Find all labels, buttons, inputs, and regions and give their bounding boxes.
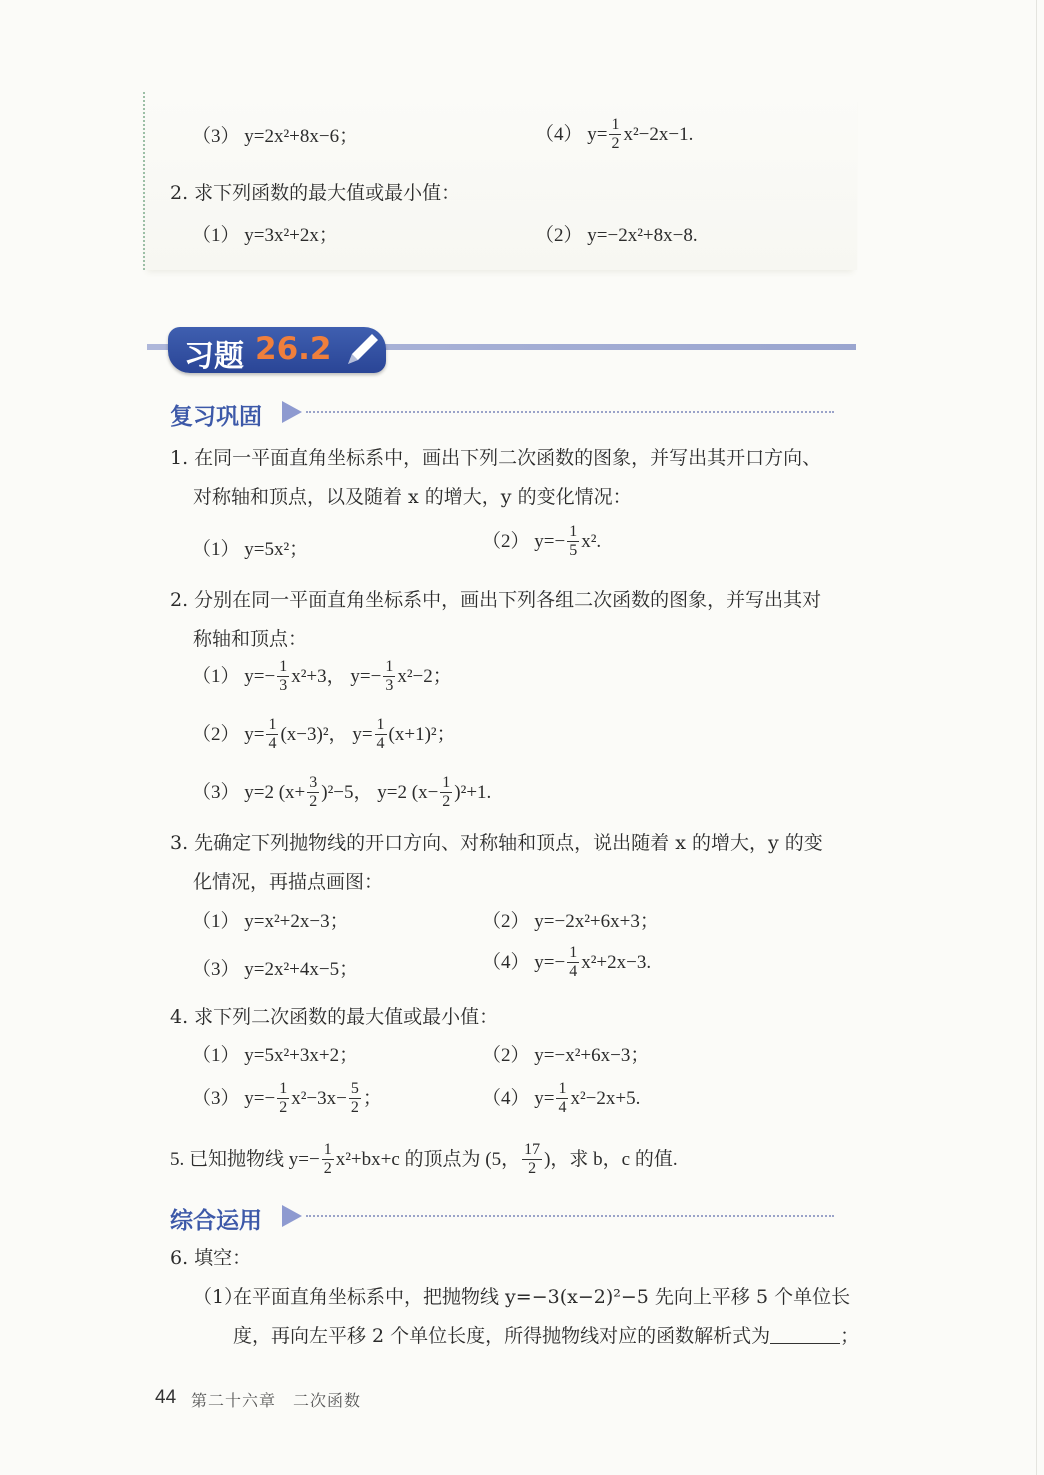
review-q3-line2: 化情况，再描点画图： xyxy=(193,871,384,893)
review-q3-1: （1） y=x²+2x−3； xyxy=(192,911,349,932)
review-q3-3: （3） y=2x²+4x−5； xyxy=(192,959,359,980)
review-q3-2: （2） y=−2x²+6x+3； xyxy=(482,911,659,932)
applied-q6-1-line1: 在平面直角坐标系中，把抛物线 y=−3(x−2)²−5 先向上平移 5 个单位长 xyxy=(233,1286,851,1308)
review-q1-line1: 1. 在同一平面直角坐标系中，画出下列二次函数的图象，并写出其开口方向、 xyxy=(170,447,822,469)
review-q2-2: （2） y= $\frac{1}{4}$ (x−3)²， y= $\frac{1}{4}$ (x+1)²； xyxy=(192,716,456,752)
review-q4-1: （1） y=5x²+3x+2； xyxy=(192,1045,359,1066)
chapter-footer: 第二十六章 二次函数 xyxy=(191,1391,362,1410)
pencil-icon xyxy=(342,330,382,368)
review-q4-line1: 4. 求下列二次函数的最大值或最小值： xyxy=(170,1006,499,1028)
review-q4-2: （2） y=−x²+6x−3； xyxy=(482,1045,650,1066)
review-q2-line1: 2. 分别在同一平面直角坐标系中，画出下列各组二次函数的图象，并写出其对 xyxy=(170,589,822,611)
review-q1-1: （1） y=5x²； xyxy=(192,539,309,560)
section-title-number: 26.2 xyxy=(255,331,332,367)
review-q3-line1: 3. 先确定下列抛物线的开口方向、对称轴和顶点，说出随着 x 的增大，y 的变 xyxy=(170,832,823,854)
prev-q2-1: （1） y=3x²+2x； xyxy=(192,225,338,246)
applied-arrow-icon xyxy=(282,1205,302,1227)
applied-q6-line: 6. 填空： xyxy=(170,1247,252,1269)
page-edge xyxy=(1036,0,1037,1475)
review-dotted-rule xyxy=(306,411,834,413)
review-heading: 复习巩固 xyxy=(170,404,262,430)
review-arrow-icon xyxy=(282,401,302,423)
review-q5: 5. 已知抛物线 y=− $\frac{1}{2}$ x²+bx+c 的顶点为 (5， $\frac{17}{2}$ )，求 b，c 的值. xyxy=(170,1141,678,1177)
review-q3-4: （4） y=− $\frac{1}{4}$ x²+2x−3. xyxy=(482,944,652,980)
review-q1-2: （2） y=− $\frac{1}{5}$ x². xyxy=(482,523,602,559)
review-q1-line2: 对称轴和顶点，以及随着 x 的增大，y 的变化情况： xyxy=(193,486,632,508)
prev-q2-text: 2. 求下列函数的最大值或最小值： xyxy=(170,182,461,204)
prev-q2-2: （2） y=−2x²+8x−8. xyxy=(535,225,698,246)
review-q2-3: （3） y=2 (x+ $\frac{3}{2}$ )²−5， y=2 (x− $\frac{1}{2}$ )²+1. xyxy=(192,774,492,810)
section-title-prefix: 习题 xyxy=(184,339,244,374)
applied-q6-1-line2: 度，再向左平移 2 个单位长度，所得抛物线对应的函数解析式为 ； xyxy=(233,1325,860,1347)
page-number: 44 xyxy=(155,1387,177,1408)
review-q2-line2: 称轴和顶点： xyxy=(193,628,308,650)
review-q4-4: （4） y= $\frac{1}{4}$ x²−2x+5. xyxy=(482,1080,641,1116)
prev-q1-3: （3） y=2x²+8x−6； xyxy=(192,126,359,147)
applied-q6-1-label: （1） xyxy=(193,1286,244,1308)
prev-q1-4: （4） y= $\frac{1}{2}$ x²−2x−1. xyxy=(535,116,694,152)
applied-heading: 综合运用 xyxy=(170,1208,262,1234)
applied-dotted-rule xyxy=(306,1215,834,1217)
review-q4-3: （3） y=− $\frac{1}{2}$ x²−3x− $\frac{5}{2}$ ； xyxy=(192,1080,382,1116)
answer-blank[interactable] xyxy=(770,1327,840,1344)
review-q2-1: （1） y=− $\frac{1}{3}$ x²+3， y=− $\frac{1}{3}$ x²−2； xyxy=(192,658,452,694)
